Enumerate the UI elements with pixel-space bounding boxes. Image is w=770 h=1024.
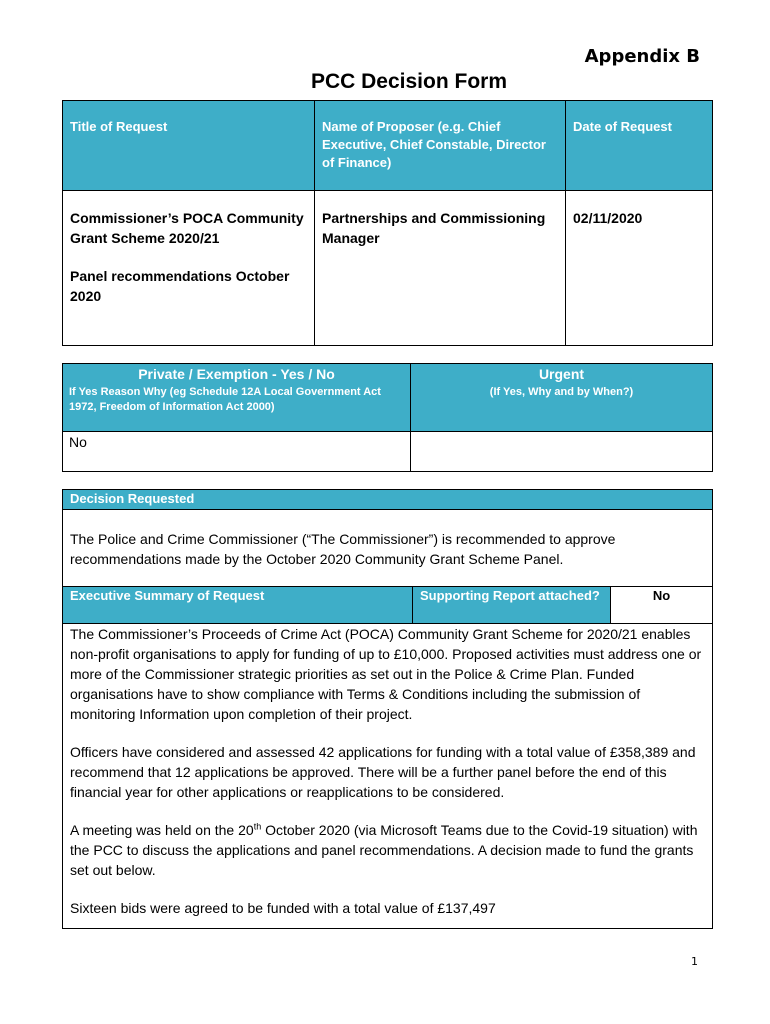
urgent-header xyxy=(411,364,713,432)
proposer-header: Name of Proposer (e.g. Chief Executive, Chief Constable, Director of Finance) xyxy=(315,101,566,191)
executive-summary-header: Executive Summary of Request xyxy=(63,587,413,624)
executive-summary-body xyxy=(63,624,713,929)
page-number: 1 xyxy=(691,955,698,968)
decision-requested-header: Decision Requested xyxy=(63,490,713,510)
title-of-request-cell xyxy=(63,191,315,346)
urgent-subtitle: (If Yes, Why and by When?) xyxy=(489,386,634,398)
proposer-value: Partnerships and Commissioning Manager xyxy=(315,191,566,346)
exemption-table xyxy=(62,363,713,472)
request-table xyxy=(62,100,713,346)
date-of-request-value: 02/11/2020 xyxy=(566,191,713,346)
summary-paragraph-1: The Commissioner’s Proceeds of Crime Act (POCA) Community Grant Scheme for 2020/21 enables non-profit organisations to apply for funding of up to £10,000. Proposed activities must address one or more of the Commissioner strategic priorities as set out in the Police & Crime Plan. Funded organisations have to show compliance with Terms & Conditions including the submission of monitoring Information upon completion of their project. xyxy=(70,626,702,722)
supporting-report-value: No xyxy=(611,587,713,624)
ordinal-suffix: th xyxy=(253,821,262,832)
private-exemption-value: No xyxy=(63,432,411,472)
supporting-report-header: Supporting Report attached? xyxy=(413,587,611,624)
summary-paragraph-3 xyxy=(70,820,705,880)
title-of-request-header: Title of Request xyxy=(63,101,315,191)
appendix-label: Appendix B xyxy=(584,46,700,67)
urgent-value xyxy=(411,432,713,472)
decision-requested-text: The Police and Crime Commissioner (“The Commissioner”) is recommended to approve recommendations made by the October 2020 Community Grant Scheme Panel. xyxy=(63,510,713,587)
urgent-title: Urgent xyxy=(538,366,585,382)
private-exemption-header xyxy=(63,364,411,432)
summary-paragraph-3-start: A meeting was held on the 20 xyxy=(70,822,254,838)
request-title: Commissioner’s POCA Community Grant Scheme 2020/21 xyxy=(70,210,304,246)
private-exemption-title: Private / Exemption - Yes / No xyxy=(138,366,335,382)
summary-paragraph-3-end: October 2020 (via Microsoft Teams due to the Covid-19 situation) with the PCC to discuss the applications and panel recommendations. A decision made to fund the grants set out below. xyxy=(70,822,698,878)
private-exemption-subtitle: If Yes Reason Why (eg Schedule 12A Local Government Act 1972, Freedom of Information Act 2000) xyxy=(69,386,381,413)
summary-paragraph-4: Sixteen bids were agreed to be funded with a total value of £137,497 xyxy=(70,900,496,916)
date-of-request-header: Date of Request xyxy=(566,101,713,191)
page-title: PCC Decision Form xyxy=(310,70,508,93)
decision-table xyxy=(62,489,713,929)
request-subtitle: Panel recommendations October 2020 xyxy=(70,268,290,304)
summary-paragraph-2: Officers have considered and assessed 42 applications for funding with a total value of £358,389 and recommend that 12 applications be approved. There will be a further panel before the end of this financial year for other applications or reapplications to be considered. xyxy=(70,744,696,800)
